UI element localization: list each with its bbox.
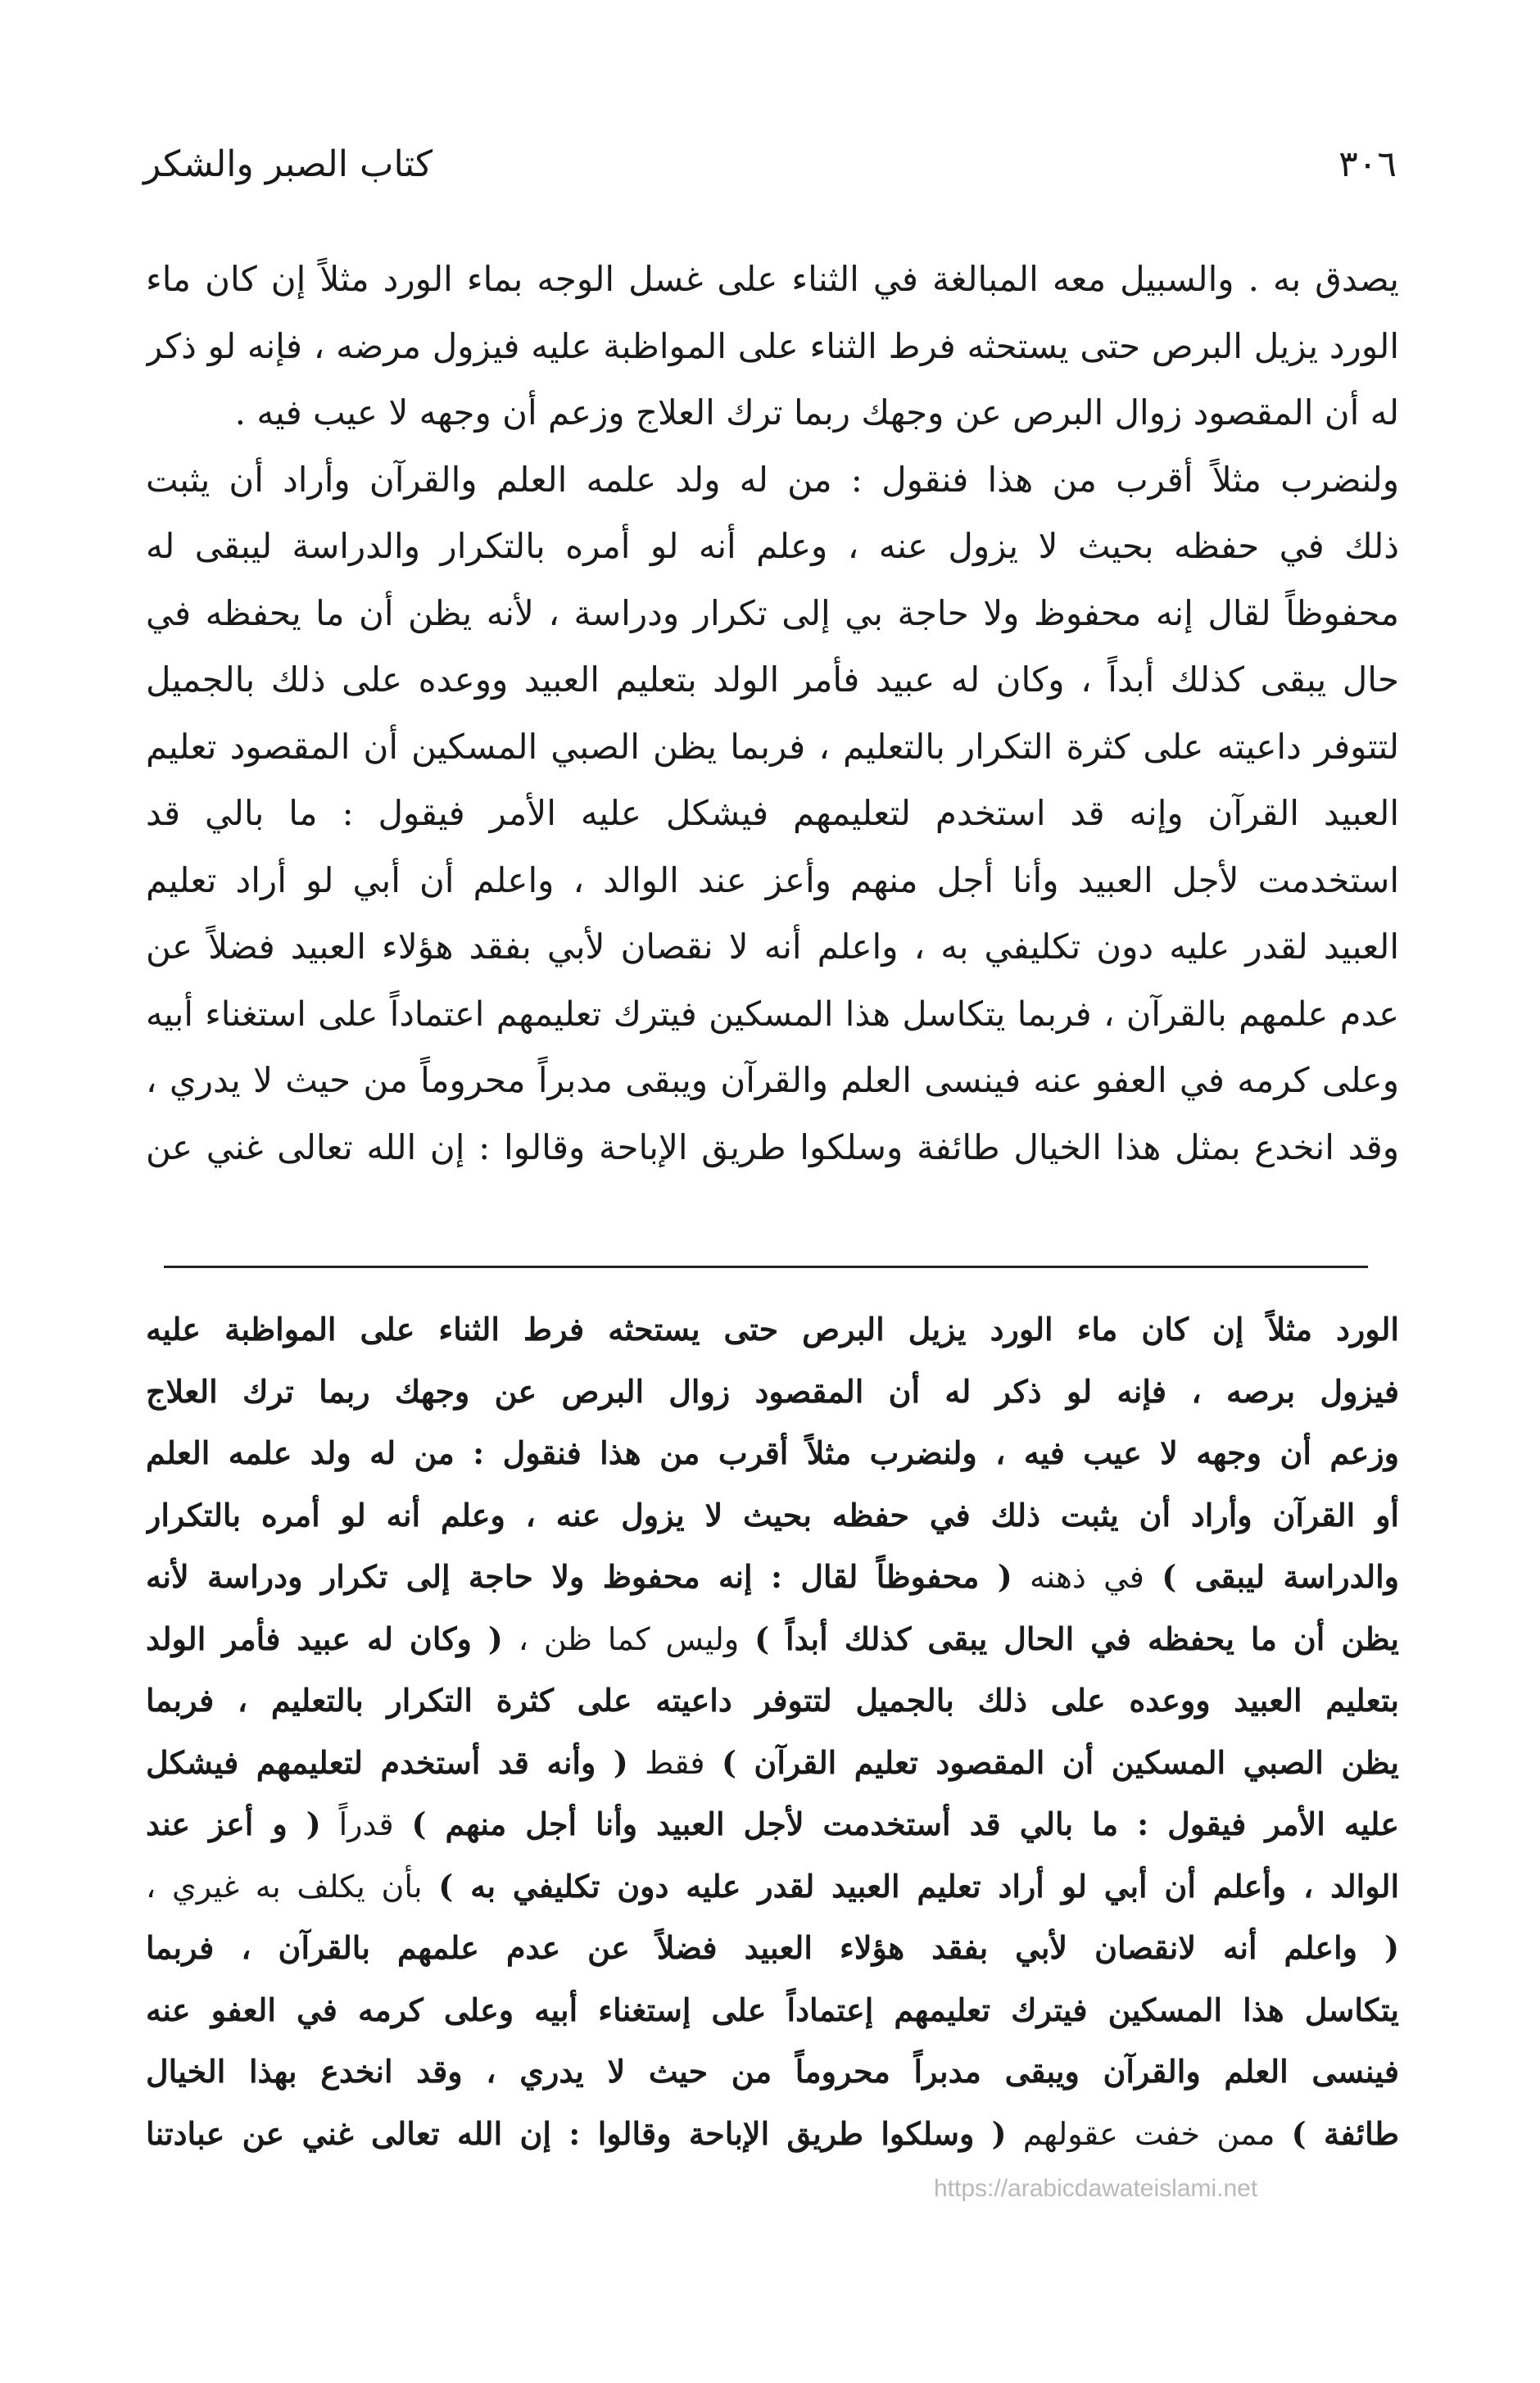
footnote-separator	[164, 1266, 1368, 1268]
commentary-text: الورد مثلاً إن كان ماء الورد يزيل البرص حتى يستحثه فرط الثناء على المواظبة عليه	[146, 1311, 1399, 1348]
commentary-line	[146, 1298, 1399, 1361]
page-number: ٣٠٦	[1338, 143, 1397, 185]
main-text-line: العبيد لقدر عليه دون تكليفي به ، واعلم أنه لا نقصان لأبي بفقد هؤلاء العبيد فضلاً عن	[146, 926, 1399, 967]
main-text-line: له أن المقصود زوال البرص عن وجهك ربما ترك العلاج وزعم أن وجهه لا عيب فيه .	[234, 392, 1399, 433]
commentary-text: عليه الأمر فيقول : ما بالي قد أستخدمت لأجل العبيد وأنا أجل منهم )	[411, 1805, 1399, 1842]
commentary-line	[146, 1732, 1399, 1794]
main-text-line: عدم علمهم بالقرآن ، فربما يتكاسل هذا المسكين فيترك تعليمهم اعتماداً على استغناء أبيه	[146, 993, 1399, 1034]
commentary-text: طائفة )	[1291, 2114, 1399, 2152]
commentary-line	[146, 1361, 1399, 1423]
commentary-line	[146, 1793, 1399, 1855]
main-text-line: وعلى كرمه في العفو عنه فينسى العلم والقرآن ويبقى مدبراً محروماً من حيث لا يدري ،	[146, 1060, 1399, 1100]
commentary-text: الوالد ، وأعلم أن أبي لو أراد تعليم العبيد لقدر عليه دون تكليفي به )	[438, 1867, 1399, 1905]
running-title: كتاب الصبر والشكر	[143, 143, 433, 185]
commentary-text: والدراسة ليبقى )	[1162, 1558, 1399, 1595]
main-text-line: وقد انخدع بمثل هذا الخيال طائفة وسلكوا طريق الإباحة وقالوا : إن الله تعالى غني عن	[146, 1126, 1399, 1167]
commentary-text: وزعم أن وجهه لا عيب فيه ، ولنضرب مثلاً أقرب من هذا فنقول : من له ولد علمه العلم	[146, 1434, 1399, 1471]
main-text-line: الورد يزيل البرص حتى يستحثه فرط الثناء على المواظبة عليه فيزول مرضه ، فإنه لو ذكر	[146, 325, 1399, 366]
commentary-line	[146, 1608, 1399, 1670]
commentary-line	[146, 1484, 1399, 1547]
commentary-text: ( محفوظاً لقال : إنه محفوظ ولا حاجة إلى تكرار ودراسة لأنه	[146, 1558, 1012, 1595]
main-text-line: ذلك في حفظه بحيث لا يزول عنه ، وعلم أنه لو أمره بالتكرار والدراسة ليبقى له	[146, 526, 1399, 566]
commentary-gloss: بأن يكلف به غيري ،	[146, 1868, 439, 1905]
commentary-gloss: فقط	[627, 1744, 722, 1781]
commentary-text: بتعليم العبيد ووعده على ذلك بالجميل لتتوفر داعيته على كثرة التكرار بالتعليم ، فربما	[146, 1682, 1399, 1719]
main-text-line: العبيد القرآن وإنه قد استخدم لتعليمهم فيشكل عليه الأمر فيقول : ما بالي قد	[146, 793, 1399, 833]
commentary-gloss: وليس كما ظن ،	[502, 1620, 755, 1657]
commentary-gloss: قدراً	[320, 1806, 412, 1842]
commentary-text: يتكاسل هذا المسكين فيترك تعليمهم إعتماداً على إستغناء أبيه وعلى كرمه في العفو عنه	[146, 1991, 1399, 2028]
commentary-line	[146, 2103, 1399, 2165]
main-text-line: استخدمت لأجل العبيد وأنا أجل منهم وأعز عند الوالد ، واعلم أن أبي لو أراد تعليم	[146, 859, 1399, 900]
main-text-block	[146, 246, 1399, 1180]
commentary-text: يظن أن ما يحفظه في الحال يبقى كذلك أبداً )	[754, 1620, 1399, 1657]
commentary-line	[146, 1855, 1399, 1918]
main-text-line: حال يبقى كذلك أبداً ، وكان له عبيد فأمر الولد بتعليم العبيد ووعده على ذلك بالجميل	[146, 659, 1399, 700]
main-text-line: يصدق به . والسبيل معه المبالغة في الثناء على غسل الوجه بماء الورد مثلاً إن كان ماء	[146, 259, 1399, 299]
commentary-gloss: ممن خفت عقولهم	[1006, 2115, 1292, 2152]
commentary-text: ( وكان له عبيد فأمر الولد	[146, 1620, 503, 1657]
commentary-text: ( وأنه قد أستخدم لتعليمهم فيشكل	[146, 1743, 628, 1781]
commentary-line	[146, 2041, 1399, 2103]
commentary-line	[146, 1546, 1399, 1608]
commentary-line	[146, 1669, 1399, 1732]
commentary-line	[146, 1917, 1399, 1979]
commentary-text: ( وسلكوا طريق الإباحة وقالوا : إن الله تعالى غني عن عبادتنا	[146, 2114, 1007, 2152]
main-text-line: ولنضرب مثلاً أقرب من هذا فنقول : من له ولد علمه العلم والقرآن وأراد أن يثبت	[146, 459, 1399, 500]
commentary-text: أو القرآن وأراد أن يثبت ذلك في حفظه بحيث لا يزول عنه ، وعلم أنه لو أمره بالتكرار	[146, 1496, 1399, 1534]
commentary-line	[146, 1979, 1399, 2041]
watermark-url: https://arabicdawateislami.net	[934, 2175, 1258, 2202]
commentary-text: يظن الصبي المسكين أن المقصود تعليم القرآن )	[721, 1743, 1399, 1781]
commentary-line	[146, 1422, 1399, 1484]
main-text-line: محفوظاً لقال إنه محفوظ ولا حاجة بي إلى تكرار ودراسة ، لأنه يظن أن ما يحفظه في	[146, 592, 1399, 633]
commentary-gloss: في ذهنه	[1012, 1559, 1162, 1595]
commentary-text: ( واعلم أنه لانقصان لأبي بفقد هؤلاء العبيد فضلاً عن عدم علمهم بالقرآن ، فربما	[146, 1929, 1399, 1966]
commentary-block	[146, 1298, 1399, 2164]
commentary-text: ( و أعز عند	[146, 1805, 321, 1842]
page-header	[143, 131, 1397, 197]
commentary-text: فينسى العلم والقرآن ويبقى مدبراً محروماً من حيث لا يدري ، وقد انخدع بهذا الخيال	[146, 2053, 1399, 2090]
main-text-line: لتتوفر داعيته على كثرة التكرار بالتعليم ، فربما يظن الصبي المسكين أن المقصود تعليم	[146, 726, 1399, 767]
commentary-text: فيزول برصه ، فإنه لو ذكر له أن المقصود زوال البرص عن وجهك ربما ترك العلاج	[146, 1372, 1399, 1410]
